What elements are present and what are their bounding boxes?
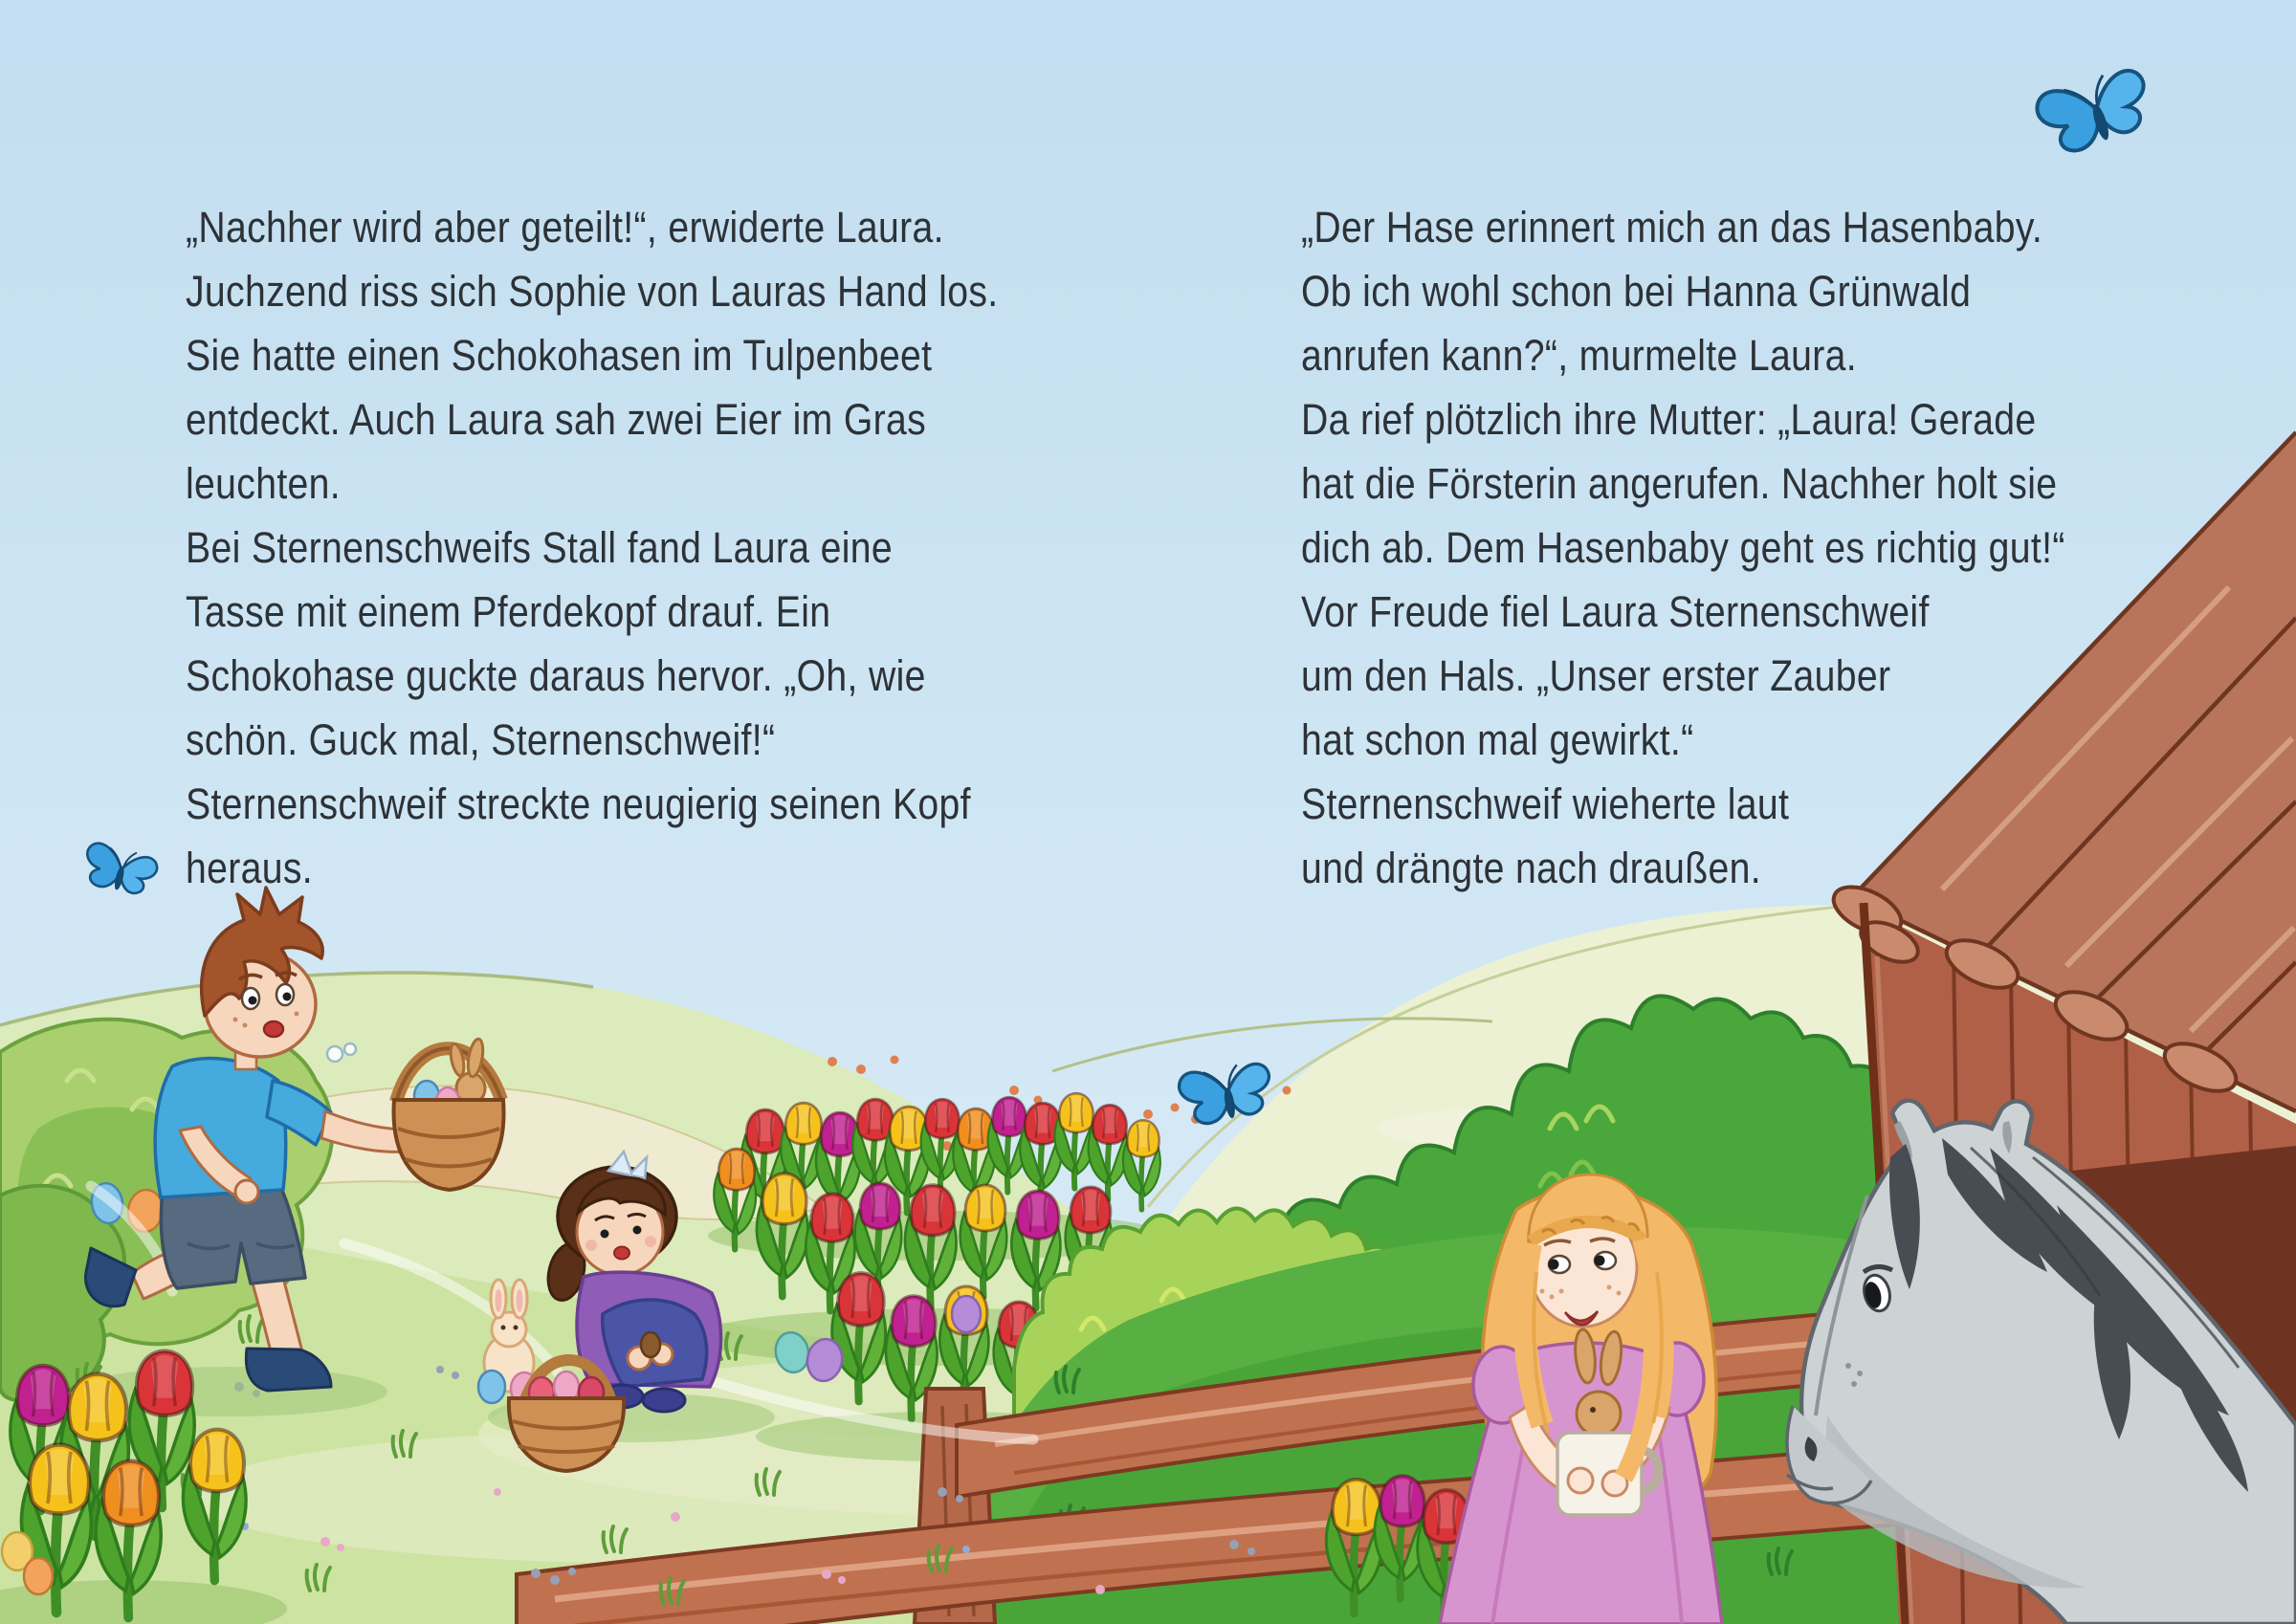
story-line: heraus. <box>186 844 314 892</box>
story-line: leuchten. <box>186 459 342 508</box>
story-line: Vor Freude fiel Laura Sternenschweif <box>1301 587 1930 636</box>
story-line: Tasse mit einem Pferdekopf drauf. Ein <box>186 587 831 636</box>
story-line: entdeckt. Auch Laura sah zwei Eier im Gras <box>186 395 927 444</box>
story-line: Bei Sternenschweifs Stall fand Laura eine <box>186 523 893 572</box>
story-line: Schokohase guckte daraus hervor. „Oh, wie <box>186 651 926 700</box>
story-line: anrufen kann?“, murmelte Laura. <box>1301 331 1857 380</box>
story-line: hat schon mal gewirkt.“ <box>1301 715 1694 764</box>
story-line: und drängte nach draußen. <box>1301 844 1762 892</box>
story-line: hat die Försterin angerufen. Nachher holt sie <box>1301 459 2058 508</box>
story-line: Juchzend riss sich Sophie von Lauras Hand los. <box>186 267 999 316</box>
story-line: Ob ich wohl schon bei Hanna Grünwald <box>1301 267 1972 316</box>
story-line: Sternenschweif wieherte laut <box>1301 779 1790 828</box>
story-line: Da rief plötzlich ihre Mutter: „Laura! Gerade <box>1301 395 2037 444</box>
story-line: „Der Hase erinnert mich an das Hasenbaby. <box>1301 203 2043 252</box>
right-page-text <box>1301 195 2065 900</box>
story-line: „Nachher wird aber geteilt!“, erwiderte Laura. <box>186 203 944 252</box>
story-line: dich ab. Dem Hasenbaby geht es richtig gut!“ <box>1301 523 2065 572</box>
story-line: Sie hatte einen Schokohasen im Tulpenbeet <box>186 331 933 380</box>
story-line: schön. Guck mal, Sternenschweif!“ <box>186 715 776 764</box>
story-line: Sternenschweif streckte neugierig seinen Kopf <box>186 779 971 828</box>
story-line: um den Hals. „Unser erster Zauber <box>1301 651 1891 700</box>
left-page-text <box>186 195 999 900</box>
